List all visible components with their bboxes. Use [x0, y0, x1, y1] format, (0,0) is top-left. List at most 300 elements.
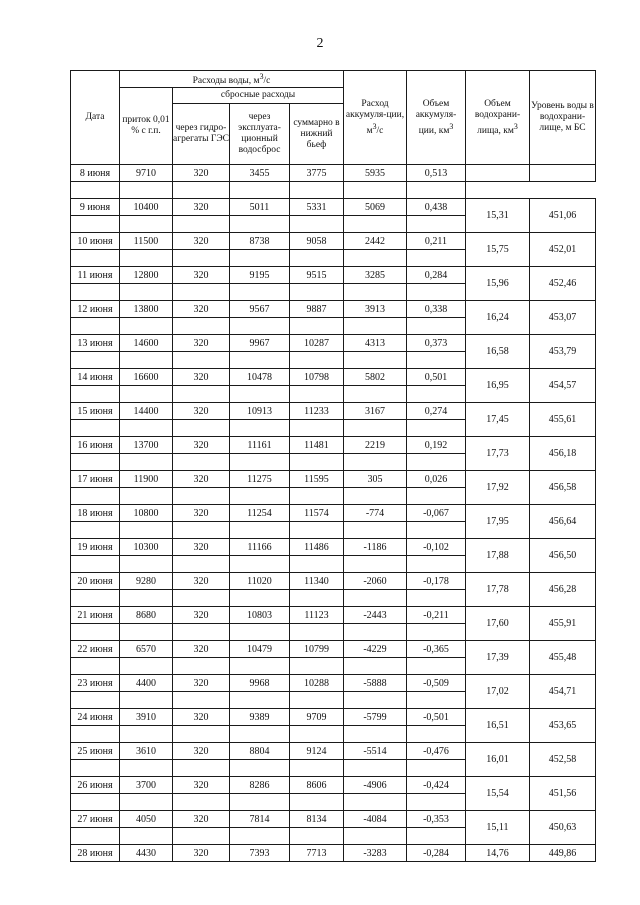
cell-hydro-units: 320 [173, 607, 230, 624]
empty-cell [71, 658, 120, 675]
cell-inflow: 14600 [120, 335, 173, 352]
empty-cell [407, 386, 466, 403]
cell-reservoir-volume: 17,45 [466, 403, 530, 437]
cell-water-level: 450,63 [530, 811, 596, 845]
empty-cell [120, 488, 173, 505]
cell-water-level: 452,46 [530, 267, 596, 301]
empty-cell [407, 454, 466, 471]
empty-cell [230, 522, 290, 539]
cell-accumulation-volume: -0,211 [407, 607, 466, 624]
cell-accumulation-flow: -4906 [344, 777, 407, 794]
cell-accumulation-flow: 4313 [344, 335, 407, 352]
cell-hydro-units: 320 [173, 675, 230, 692]
empty-cell [120, 590, 173, 607]
empty-cell [173, 794, 230, 811]
cell-water-level: 454,71 [530, 675, 596, 709]
cell-accumulation-volume: -0,284 [407, 845, 466, 862]
empty-cell [230, 250, 290, 267]
empty-cell [344, 318, 407, 335]
cell-total-tailwater: 5331 [290, 199, 344, 216]
cell-accumulation-flow: -5799 [344, 709, 407, 726]
cell-accumulation-volume: -0,067 [407, 505, 466, 522]
table-row [71, 743, 596, 760]
empty-cell [344, 726, 407, 743]
cell-inflow: 4400 [120, 675, 173, 692]
empty-cell [344, 284, 407, 301]
empty-cell [173, 182, 230, 199]
empty-cell [290, 658, 344, 675]
cell-spillway: 9967 [230, 335, 290, 352]
empty-cell [344, 454, 407, 471]
empty-cell [407, 420, 466, 437]
cell-accumulation-flow: 305 [344, 471, 407, 488]
cell-accumulation-volume: -0,353 [407, 811, 466, 828]
cell-inflow: 3700 [120, 777, 173, 794]
cell-total-tailwater: 11340 [290, 573, 344, 590]
cell-inflow: 16600 [120, 369, 173, 386]
cell-water-level: 452,58 [530, 743, 596, 777]
empty-cell [344, 488, 407, 505]
cell-total-tailwater: 9709 [290, 709, 344, 726]
cell-water-level: 453,07 [530, 301, 596, 335]
cell-inflow: 10400 [120, 199, 173, 216]
cell-reservoir-volume: 16,01 [466, 743, 530, 777]
cell-date: 22 июня [71, 641, 120, 658]
cell-inflow: 11900 [120, 471, 173, 488]
cell-date: 19 июня [71, 539, 120, 556]
cell-water-level: 456,50 [530, 539, 596, 573]
cell-total-tailwater: 10799 [290, 641, 344, 658]
cell-reservoir-volume: 17,73 [466, 437, 530, 471]
cell-hydro-units: 320 [173, 233, 230, 250]
empty-cell [407, 216, 466, 233]
empty-cell [407, 658, 466, 675]
cell-date: 12 июня [71, 301, 120, 318]
table-row [71, 301, 596, 318]
empty-cell [230, 454, 290, 471]
cell-water-level: 451,56 [530, 777, 596, 811]
table-row [71, 777, 596, 794]
cell-total-tailwater: 11123 [290, 607, 344, 624]
cell-accumulation-volume: -0,501 [407, 709, 466, 726]
cell-hydro-units: 320 [173, 267, 230, 284]
cell-inflow: 4430 [120, 845, 173, 862]
empty-cell [230, 726, 290, 743]
empty-cell [230, 760, 290, 777]
empty-cell [230, 658, 290, 675]
cell-date: 17 июня [71, 471, 120, 488]
empty-cell [344, 420, 407, 437]
cell-hydro-units: 320 [173, 641, 230, 658]
table-row [71, 199, 596, 216]
empty-cell [290, 352, 344, 369]
empty-cell [71, 352, 120, 369]
cell-total-tailwater: 10288 [290, 675, 344, 692]
cell-reservoir-volume: 16,95 [466, 369, 530, 403]
empty-cell [290, 318, 344, 335]
empty-cell [290, 692, 344, 709]
empty-cell [344, 216, 407, 233]
empty-cell [71, 216, 120, 233]
cell-reservoir-volume: 17,92 [466, 471, 530, 505]
empty-cell [71, 760, 120, 777]
empty-cell [173, 352, 230, 369]
cell-reservoir-volume: 15,54 [466, 777, 530, 811]
empty-cell [344, 760, 407, 777]
cell-hydro-units: 320 [173, 165, 230, 182]
cell-inflow: 4050 [120, 811, 173, 828]
empty-cell [407, 590, 466, 607]
empty-cell [173, 726, 230, 743]
empty-cell [71, 386, 120, 403]
empty-cell [344, 250, 407, 267]
cell-spillway: 10479 [230, 641, 290, 658]
cell-accumulation-volume: 0,211 [407, 233, 466, 250]
cell-accumulation-volume: 0,513 [407, 165, 466, 182]
cell-accumulation-flow: 2219 [344, 437, 407, 454]
empty-cell [173, 250, 230, 267]
table-row [71, 709, 596, 726]
empty-cell [344, 794, 407, 811]
cell-hydro-units: 320 [173, 437, 230, 454]
header-inflow: приток 0,01 % с г.п. [120, 88, 173, 165]
empty-cell [120, 250, 173, 267]
empty-cell [407, 692, 466, 709]
empty-cell [344, 386, 407, 403]
empty-cell [120, 658, 173, 675]
empty-cell [173, 284, 230, 301]
empty-cell [71, 182, 120, 199]
cell-spillway: 11020 [230, 573, 290, 590]
table-row [71, 641, 596, 658]
cell-inflow: 3610 [120, 743, 173, 760]
cell-accumulation-flow: 3913 [344, 301, 407, 318]
table-row [71, 539, 596, 556]
cell-date: 15 июня [71, 403, 120, 420]
cell-accumulation-volume: 0,438 [407, 199, 466, 216]
cell-total-tailwater: 9058 [290, 233, 344, 250]
cell-inflow: 3910 [120, 709, 173, 726]
empty-cell [120, 828, 173, 845]
empty-cell [407, 318, 466, 335]
cell-total-tailwater: 10798 [290, 369, 344, 386]
cell-accumulation-flow: -4229 [344, 641, 407, 658]
cell-date: 23 июня [71, 675, 120, 692]
empty-cell [71, 590, 120, 607]
empty-cell [71, 556, 120, 573]
cell-spillway: 5011 [230, 199, 290, 216]
empty-cell [407, 522, 466, 539]
empty-cell [290, 488, 344, 505]
cell-water-level: 456,58 [530, 471, 596, 505]
cell-hydro-units: 320 [173, 403, 230, 420]
cell-date: 16 июня [71, 437, 120, 454]
cell-spillway: 8804 [230, 743, 290, 760]
cell-accumulation-flow: 5069 [344, 199, 407, 216]
cell-accumulation-volume: -0,424 [407, 777, 466, 794]
cell-spillway: 7814 [230, 811, 290, 828]
header-discharges-group: сбросные расходы [173, 88, 344, 104]
empty-cell [290, 454, 344, 471]
cell-accumulation-volume: 0,284 [407, 267, 466, 284]
cell-spillway: 9567 [230, 301, 290, 318]
cell-total-tailwater: 11595 [290, 471, 344, 488]
empty-cell [120, 624, 173, 641]
empty-cell [290, 284, 344, 301]
empty-cell [120, 556, 173, 573]
empty-cell [71, 488, 120, 505]
empty-cell [173, 624, 230, 641]
cell-hydro-units: 320 [173, 539, 230, 556]
header-flows-group: Расходы воды, $м^3/с$ [120, 71, 344, 88]
cell-spillway: 9968 [230, 675, 290, 692]
cell-inflow: 13800 [120, 301, 173, 318]
table-body [71, 165, 596, 862]
empty-cell [344, 828, 407, 845]
cell-hydro-units: 320 [173, 471, 230, 488]
empty-cell [290, 420, 344, 437]
empty-cell [173, 590, 230, 607]
empty-cell [407, 352, 466, 369]
empty-cell [290, 522, 344, 539]
empty-cell [230, 488, 290, 505]
cell-water-level: 455,91 [530, 607, 596, 641]
empty-cell [120, 318, 173, 335]
cell-reservoir-volume: 15,75 [466, 233, 530, 267]
cell-spillway: 11275 [230, 471, 290, 488]
cell-date: 11 июня [71, 267, 120, 284]
cell-water-level: 456,64 [530, 505, 596, 539]
empty-cell [230, 590, 290, 607]
cell-accumulation-volume: -0,476 [407, 743, 466, 760]
cell-inflow: 13700 [120, 437, 173, 454]
empty-cell [120, 454, 173, 471]
empty-cell [407, 828, 466, 845]
cell-hydro-units: 320 [173, 369, 230, 386]
cell-date: 10 июня [71, 233, 120, 250]
empty-cell [290, 250, 344, 267]
empty-cell [173, 216, 230, 233]
empty-cell [407, 760, 466, 777]
cell-reservoir-volume: 15,11 [466, 811, 530, 845]
cell-water-level: 455,61 [530, 403, 596, 437]
cell-inflow: 9710 [120, 165, 173, 182]
table-row-spacer [71, 182, 596, 199]
page-number: 2 [316, 36, 324, 51]
empty-cell [290, 216, 344, 233]
empty-cell [290, 556, 344, 573]
header-reservoir-volume: Объем водохрани-лища, $км^3$ [466, 71, 530, 165]
cell-accumulation-volume: -0,509 [407, 675, 466, 692]
table-row [71, 165, 596, 182]
empty-cell [173, 760, 230, 777]
empty-cell [71, 522, 120, 539]
cell-hydro-units: 320 [173, 777, 230, 794]
empty-cell [173, 522, 230, 539]
cell-inflow: 9280 [120, 573, 173, 590]
empty-cell [290, 726, 344, 743]
cell-reservoir-volume: 15,31 [466, 199, 530, 233]
empty-cell [173, 658, 230, 675]
empty-cell [120, 216, 173, 233]
empty-cell [120, 352, 173, 369]
cell-hydro-units: 320 [173, 505, 230, 522]
cell-spillway: 10913 [230, 403, 290, 420]
cell-accumulation-volume: -0,178 [407, 573, 466, 590]
empty-cell [173, 318, 230, 335]
cell-inflow: 10800 [120, 505, 173, 522]
cell-water-level: 455,48 [530, 641, 596, 675]
cell-hydro-units: 320 [173, 301, 230, 318]
empty-cell [173, 454, 230, 471]
cell-accumulation-flow: -774 [344, 505, 407, 522]
empty-cell [173, 386, 230, 403]
cell-date: 27 июня [71, 811, 120, 828]
empty-cell [173, 556, 230, 573]
cell-water-level: 451,06 [530, 199, 596, 233]
empty-cell [120, 692, 173, 709]
empty-cell [230, 692, 290, 709]
cell-accumulation-flow: 5935 [344, 165, 407, 182]
empty-cell [173, 420, 230, 437]
cell-reservoir-volume: 16,51 [466, 709, 530, 743]
cell-date: 13 июня [71, 335, 120, 352]
cell-reservoir-volume [466, 165, 530, 182]
cell-total-tailwater: 9887 [290, 301, 344, 318]
cell-spillway: 8286 [230, 777, 290, 794]
empty-cell [290, 760, 344, 777]
cell-hydro-units: 320 [173, 199, 230, 216]
empty-cell [290, 590, 344, 607]
cell-accumulation-flow: 3167 [344, 403, 407, 420]
cell-accumulation-volume: 0,192 [407, 437, 466, 454]
empty-cell [407, 250, 466, 267]
cell-accumulation-flow: 3285 [344, 267, 407, 284]
cell-accumulation-flow: -2443 [344, 607, 407, 624]
empty-cell [344, 522, 407, 539]
cell-water-level: 456,28 [530, 573, 596, 607]
empty-cell [407, 624, 466, 641]
table-row [71, 437, 596, 454]
table-row [71, 505, 596, 522]
empty-cell [120, 522, 173, 539]
empty-cell [230, 182, 290, 199]
table-row [71, 845, 596, 862]
cell-total-tailwater: 11233 [290, 403, 344, 420]
empty-cell [230, 794, 290, 811]
table-row [71, 607, 596, 624]
empty-cell [344, 692, 407, 709]
empty-cell [344, 590, 407, 607]
empty-cell [407, 182, 466, 199]
cell-hydro-units: 320 [173, 335, 230, 352]
cell-water-level: 453,79 [530, 335, 596, 369]
cell-water-level: 449,86 [530, 845, 596, 862]
empty-cell [71, 794, 120, 811]
empty-cell [230, 318, 290, 335]
empty-cell [173, 692, 230, 709]
empty-cell [230, 420, 290, 437]
table-row [71, 233, 596, 250]
header-accumulation-flow: Расход аккумуля-ции, $м^3/с$ [344, 71, 407, 165]
cell-accumulation-flow: -3283 [344, 845, 407, 862]
cell-spillway: 9195 [230, 267, 290, 284]
cell-date: 20 июня [71, 573, 120, 590]
empty-cell [344, 658, 407, 675]
cell-total-tailwater: 11486 [290, 539, 344, 556]
cell-accumulation-volume: 0,026 [407, 471, 466, 488]
header-total-tailwater: суммарно в нижний бьеф [290, 104, 344, 165]
cell-water-level: 453,65 [530, 709, 596, 743]
cell-spillway: 3455 [230, 165, 290, 182]
empty-cell [344, 624, 407, 641]
empty-cell [230, 216, 290, 233]
empty-cell [290, 624, 344, 641]
empty-cell [407, 284, 466, 301]
cell-water-level: 452,01 [530, 233, 596, 267]
cell-reservoir-volume: 17,88 [466, 539, 530, 573]
cell-hydro-units: 320 [173, 573, 230, 590]
cell-date: 26 июня [71, 777, 120, 794]
cell-date: 25 июня [71, 743, 120, 760]
cell-total-tailwater: 8134 [290, 811, 344, 828]
empty-cell [230, 352, 290, 369]
empty-cell [344, 352, 407, 369]
cell-hydro-units: 320 [173, 709, 230, 726]
empty-cell [71, 454, 120, 471]
empty-cell [120, 760, 173, 777]
empty-cell [120, 794, 173, 811]
cell-reservoir-volume: 14,76 [466, 845, 530, 862]
cell-accumulation-flow: -1186 [344, 539, 407, 556]
empty-cell [344, 182, 407, 199]
empty-cell [120, 420, 173, 437]
empty-cell [71, 828, 120, 845]
empty-cell [120, 386, 173, 403]
cell-total-tailwater: 11481 [290, 437, 344, 454]
cell-inflow: 10300 [120, 539, 173, 556]
empty-cell [230, 828, 290, 845]
empty-cell [120, 182, 173, 199]
empty-cell [407, 556, 466, 573]
empty-cell [230, 284, 290, 301]
cell-inflow: 8680 [120, 607, 173, 624]
empty-cell [71, 624, 120, 641]
empty-cell [230, 386, 290, 403]
empty-cell [230, 556, 290, 573]
cell-accumulation-flow: -5514 [344, 743, 407, 760]
cell-date: 8 июня [71, 165, 120, 182]
empty-cell [290, 386, 344, 403]
cell-total-tailwater: 11574 [290, 505, 344, 522]
cell-date: 18 июня [71, 505, 120, 522]
table-row [71, 369, 596, 386]
empty-cell [173, 828, 230, 845]
empty-cell [120, 284, 173, 301]
empty-cell [407, 794, 466, 811]
empty-cell [173, 488, 230, 505]
empty-cell [71, 692, 120, 709]
cell-accumulation-volume: -0,102 [407, 539, 466, 556]
header-spillway: через эксплуата-ционный водосброс [230, 104, 290, 165]
empty-cell [71, 726, 120, 743]
empty-cell [290, 182, 344, 199]
cell-spillway: 9389 [230, 709, 290, 726]
cell-accumulation-volume: 0,338 [407, 301, 466, 318]
empty-cell [71, 318, 120, 335]
empty-cell [230, 624, 290, 641]
cell-water-level: 454,57 [530, 369, 596, 403]
